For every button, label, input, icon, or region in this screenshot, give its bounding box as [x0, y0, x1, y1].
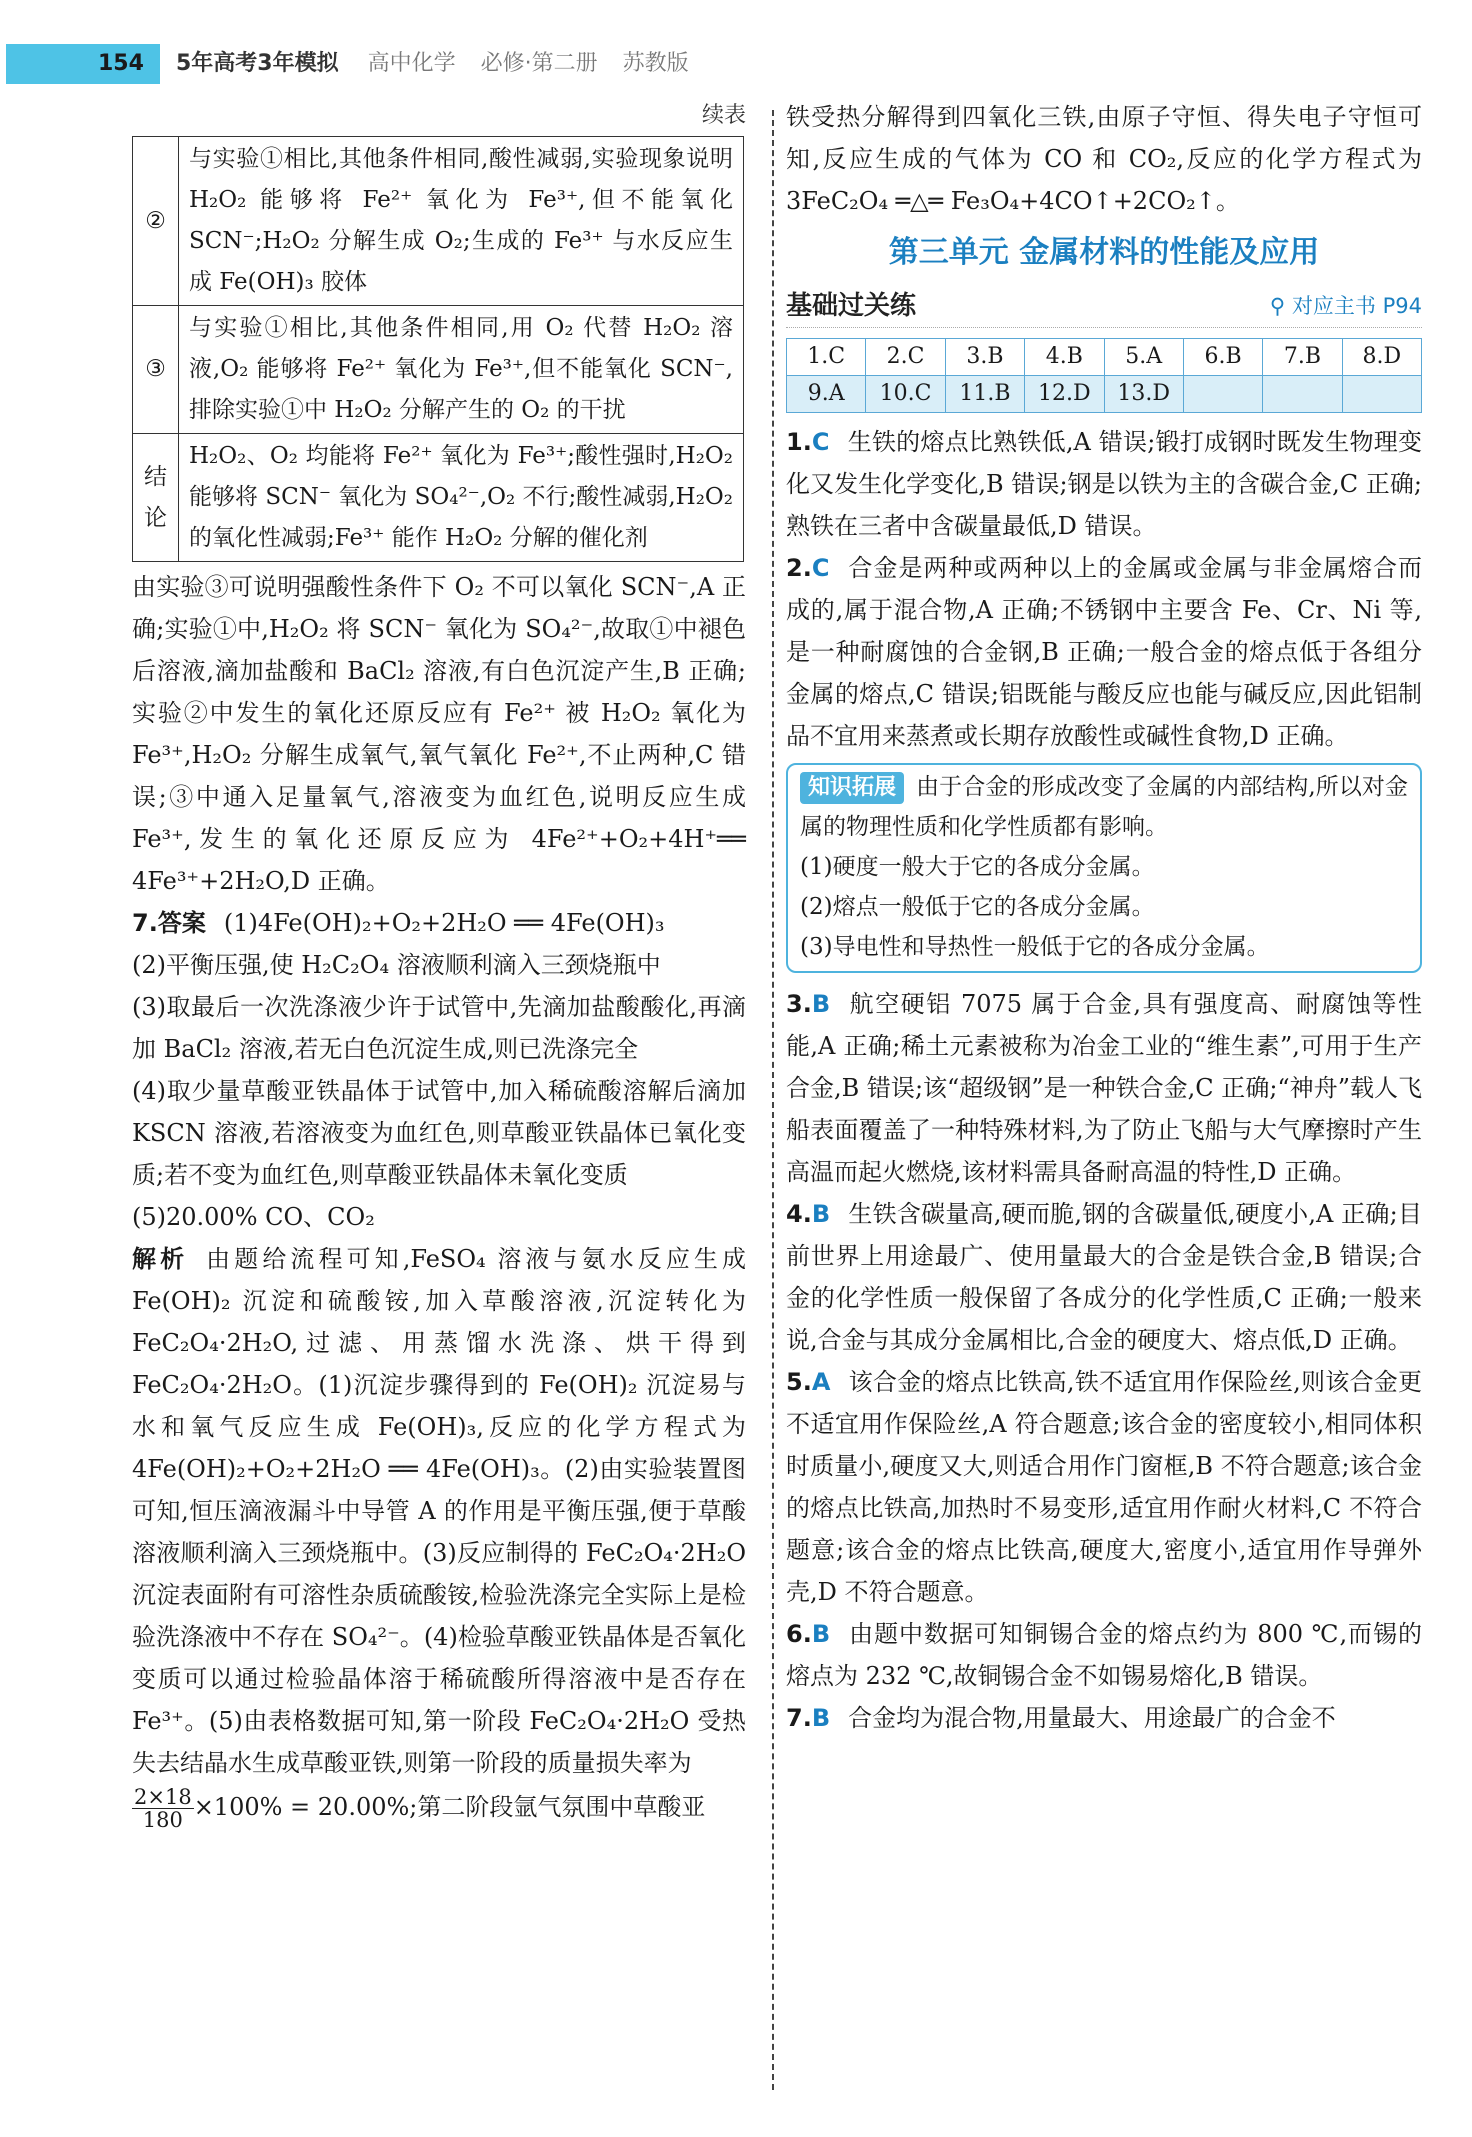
q7-answer-1: (1)4Fe(OH)₂+O₂+2H₂O ══ 4Fe(OH)₃ — [223, 909, 665, 937]
section-bar — [786, 284, 1422, 328]
extension-item: (3)导电性和导热性一般低于它的各成分金属。 — [800, 934, 1270, 960]
subject: 高中化学 — [367, 51, 456, 76]
extension-item: (2)熔点一般低于它的各成分金属。 — [800, 894, 1155, 920]
q1-explanation: 1.C 生铁的熔点比熟铁低,A 错误;锻打成钢时既发生物理变化又发生化学变化,B 错误;钢是以铁为主的含碳合金,C 正确;熟铁在三者中含碳量最低,D 错误。 — [786, 428, 1422, 540]
table-row — [133, 306, 744, 434]
series-name: 5年高考3年模拟 — [176, 51, 339, 76]
answer-cell: 11.B — [945, 376, 1024, 413]
section-reference: ⚲ 对应主书 P94 — [1269, 294, 1422, 318]
table-explanation: 由实验③可说明强酸性条件下 O₂ 不可以氧化 SCN⁻,A 正确;实验①中,H₂O₂ 将 SCN⁻ 氧化为 SO₄²⁻,故取①中褪色后溶液,滴加盐酸和 BaCl₂ 溶液,有白色沉淀产生,B 正确;实验②中发生的氧化还原反应有 Fe²⁺ 被 H₂O₂ 氧化为 Fe³⁺,H₂O₂ 分解生成氧气,氧气氧化 Fe²⁺,不止两种,C 错误;③中通入足量氧气,溶液变为血红色,说明反应生成 Fe³⁺,发生的氧化还原反应为 4Fe²⁺+O₂+4H⁺══ 4Fe³⁺+2H₂O,D 正确。 — [132, 573, 746, 895]
page-header — [0, 44, 1472, 84]
q4-explanation: 4.B 生铁含碳量高,硬而脆,钢的含碳量低,硬度小,A 正确;目前世界上用途最广、使用量最大的合金是铁合金,B 错误;合金的化学性质一般保留了各成分的化学性质,C 正确;一般来说,合金与其成分金属相比,合金的硬度大、熔点低,D 正确。 — [786, 1200, 1422, 1354]
answer-row — [787, 339, 1422, 376]
formula-line — [132, 1784, 746, 1831]
answer-cell — [1183, 376, 1262, 413]
answer-cell: 10.C — [866, 376, 945, 413]
volume: 必修·第二册 — [480, 51, 598, 76]
row-text: H₂O₂、O₂ 均能将 Fe²⁺ 氧化为 Fe³⁺;酸性强时,H₂O₂ 能够将 SCN⁻ 氧化为 SO₄²⁻,O₂ 不行;酸性减弱,H₂O₂ 的氧化性减弱;Fe³⁺ 能作 H₂O₂ 分解的催化剂 — [179, 434, 744, 562]
continued-label: 续表 — [701, 103, 746, 128]
row-text: 与实验①相比,其他条件相同,酸性减弱,实验现象说明 H₂O₂ 能够将 Fe²⁺ 氧化为 Fe³⁺,但不能氧化 SCN⁻;H₂O₂ 分解生成 O₂;生成的 Fe³⁺ 与水反应生成 Fe(OH)₃ 胶体 — [179, 137, 744, 306]
left-column — [132, 96, 746, 1831]
answer-cell: 8.D — [1342, 339, 1421, 376]
row-label: 结论 — [133, 434, 179, 562]
answer-cell: 1.C — [787, 339, 866, 376]
q7-answer-3: (3)取最后一次洗涤液少许于试管中,先滴加盐酸酸化,再滴加 BaCl₂ 溶液,若无白色沉淀生成,则已洗涤完全 — [132, 993, 746, 1063]
q2-explanation: 2.C 合金是两种或两种以上的金属或金属与非金属熔合而成的,属于混合物,A 正确;不锈钢中主要含 Fe、Cr、Ni 等,是一种耐腐蚀的合金钢,B 正确;一般合金的熔点低于各组分金属的熔点,C 错误;铝既能与酸反应也能与碱反应,因此铝制品不宜用来蒸煮或长期存放酸性或碱性食物,D 正确。 — [786, 554, 1422, 750]
table-row — [133, 137, 744, 306]
answer-cell: 5.A — [1104, 339, 1183, 376]
q3-explanation: 3.B 航空硬铝 7075 属于合金,具有强度高、耐腐蚀等性能,A 正确;稀土元素被称为冶金工业的“维生素”,可用于生产合金,B 错误;该“超级钢”是一种铁合金,C 正确;“神舟”载人飞船表面覆盖了一种特殊材料,为了防止飞船与大气摩擦时产生高温而起火燃烧,该材料需具备耐高温的特性,D 正确。 — [786, 990, 1422, 1186]
search-icon: ⚲ — [1269, 294, 1292, 318]
row-text: 与实验①相比,其他条件相同,用 O₂ 代替 H₂O₂ 溶液,O₂ 能够将 Fe²⁺ 氧化为 Fe³⁺,但不能氧化 SCN⁻,排除实验①中 H₂O₂ 分解产生的 O₂ 的干扰 — [179, 306, 744, 434]
analysis-tag: 解析 — [132, 1245, 189, 1273]
answer-key-table — [786, 338, 1422, 413]
table-row — [133, 434, 744, 562]
answer-row — [787, 376, 1422, 413]
section-title: 基础过关练 — [786, 291, 917, 321]
right-column — [786, 96, 1422, 1739]
formula-tail: ×100% = 20.00%;第二阶段氩气氛围中草酸亚 — [193, 1793, 706, 1821]
answer-cell: 7.B — [1263, 339, 1342, 376]
answer-cell: 9.A — [787, 376, 866, 413]
question-number: 7. — [132, 909, 158, 937]
q7-explanation: 7.B 合金均为混合物,用量最大、用途最广的合金不 — [786, 1704, 1336, 1732]
analysis-text: 由题给流程可知,FeSO₄ 溶液与氨水反应生成 Fe(OH)₂ 沉淀和硫酸铵,加入草酸溶液,沉淀转化为 FeC₂O₄·2H₂O,过滤、用蒸馏水洗涤、烘干得到 FeC₂O₄·2H₂O。(1)沉淀步骤得到的 Fe(OH)₂ 沉淀易与水和氧气反应生成 Fe(OH)₃,反应的化学方程式为 4Fe(OH)₂+O₂+2H₂O ══ 4Fe(OH)₃。(2)由实验装置图可知,恒压滴液漏斗中导管 A 的作用是平衡压强,便于草酸溶液顺利滴入三颈烧瓶中。(3)反应制得的 FeC₂O₄·2H₂O 沉淀表面附有可溶性杂质硫酸铵,检验洗涤完全实际上是检验洗涤液中不存在 SO₄²⁻。(4)检验草酸亚铁晶体是否氧化变质可以通过检验晶体溶于稀硫酸所得溶液中是否存在 Fe³⁺。(5)由表格数据可知,第一阶段 FeC₂O₄·2H₂O 受热失去结晶水生成草酸亚铁,则第一阶段的质量损失率为 — [132, 1245, 747, 1777]
knowledge-extension-box — [786, 763, 1422, 973]
q5-explanation: 5.A 该合金的熔点比铁高,铁不适宜用作保险丝,则该合金更不适宜用作保险丝,A 符合题意;该合金的密度较小,相同体积时质量小,硬度又大,则适合用作门窗框,B 不符合题意;该合金的熔点比铁高,加热时不易变形,适宜用作耐火材料,C 不符合题意;该合金的熔点比铁高,硬度大,密度小,适宜用作导弹外壳,D 不符合题意。 — [786, 1368, 1422, 1606]
column-divider — [772, 110, 774, 2090]
unit-title: 第三单元 金属材料的性能及应用 — [888, 235, 1320, 270]
answer-cell: 4.B — [1025, 339, 1104, 376]
edition: 苏教版 — [622, 51, 689, 76]
extension-intro: 由于合金的形成改变了金属的内部结构,所以对金属的物理性质和化学性质都有影响。 — [800, 774, 1408, 840]
page-number: 154 — [6, 44, 160, 84]
q7-answer-2: (2)平衡压强,使 H₂C₂O₄ 溶液顺利滴入三颈烧瓶中 — [132, 951, 661, 979]
row-label: ③ — [133, 306, 179, 434]
q7-answer-5: (5)20.00% CO、CO₂ — [132, 1203, 375, 1231]
row-label: ② — [133, 137, 179, 306]
answer-cell: 6.B — [1183, 339, 1262, 376]
q7-answer-4: (4)取少量草酸亚铁晶体于试管中,加入稀硫酸溶解后滴加 KSCN 溶液,若溶液变为血红色,则草酸亚铁晶体已氧化变质;若不变为血红色,则草酸亚铁晶体未氧化变质 — [132, 1077, 746, 1189]
answer-cell: 3.B — [945, 339, 1024, 376]
carry-over-text: 铁受热分解得到四氧化三铁,由原子守恒、得失电子守恒可知,反应生成的气体为 CO 和 CO₂,反应的化学方程式为 3FeC₂O₄ ═△═ Fe₃O₄+4CO↑+2CO₂↑。 — [786, 103, 1422, 215]
answer-cell: 12.D — [1025, 376, 1104, 413]
answer-cell: 2.C — [866, 339, 945, 376]
q7-answer-line1 — [132, 902, 746, 944]
fraction-numerator: 2×18 — [134, 1785, 192, 1809]
answer-tag: 答案 — [157, 909, 206, 937]
experiment-table — [132, 136, 744, 562]
extension-label: 知识拓展 — [800, 772, 904, 804]
extension-item: (1)硬度一般大于它的各成分金属。 — [800, 854, 1155, 880]
answer-cell — [1342, 376, 1421, 413]
answer-cell — [1263, 376, 1342, 413]
fraction-denominator: 180 — [142, 1808, 183, 1832]
answer-cell: 13.D — [1104, 376, 1183, 413]
q6-explanation: 6.B 由题中数据可知铜锡合金的熔点约为 800 ℃,而锡的熔点为 232 ℃,故铜锡合金不如锡易熔化,B 错误。 — [786, 1620, 1422, 1690]
q7-analysis — [132, 1238, 746, 1784]
book-title — [176, 44, 707, 84]
